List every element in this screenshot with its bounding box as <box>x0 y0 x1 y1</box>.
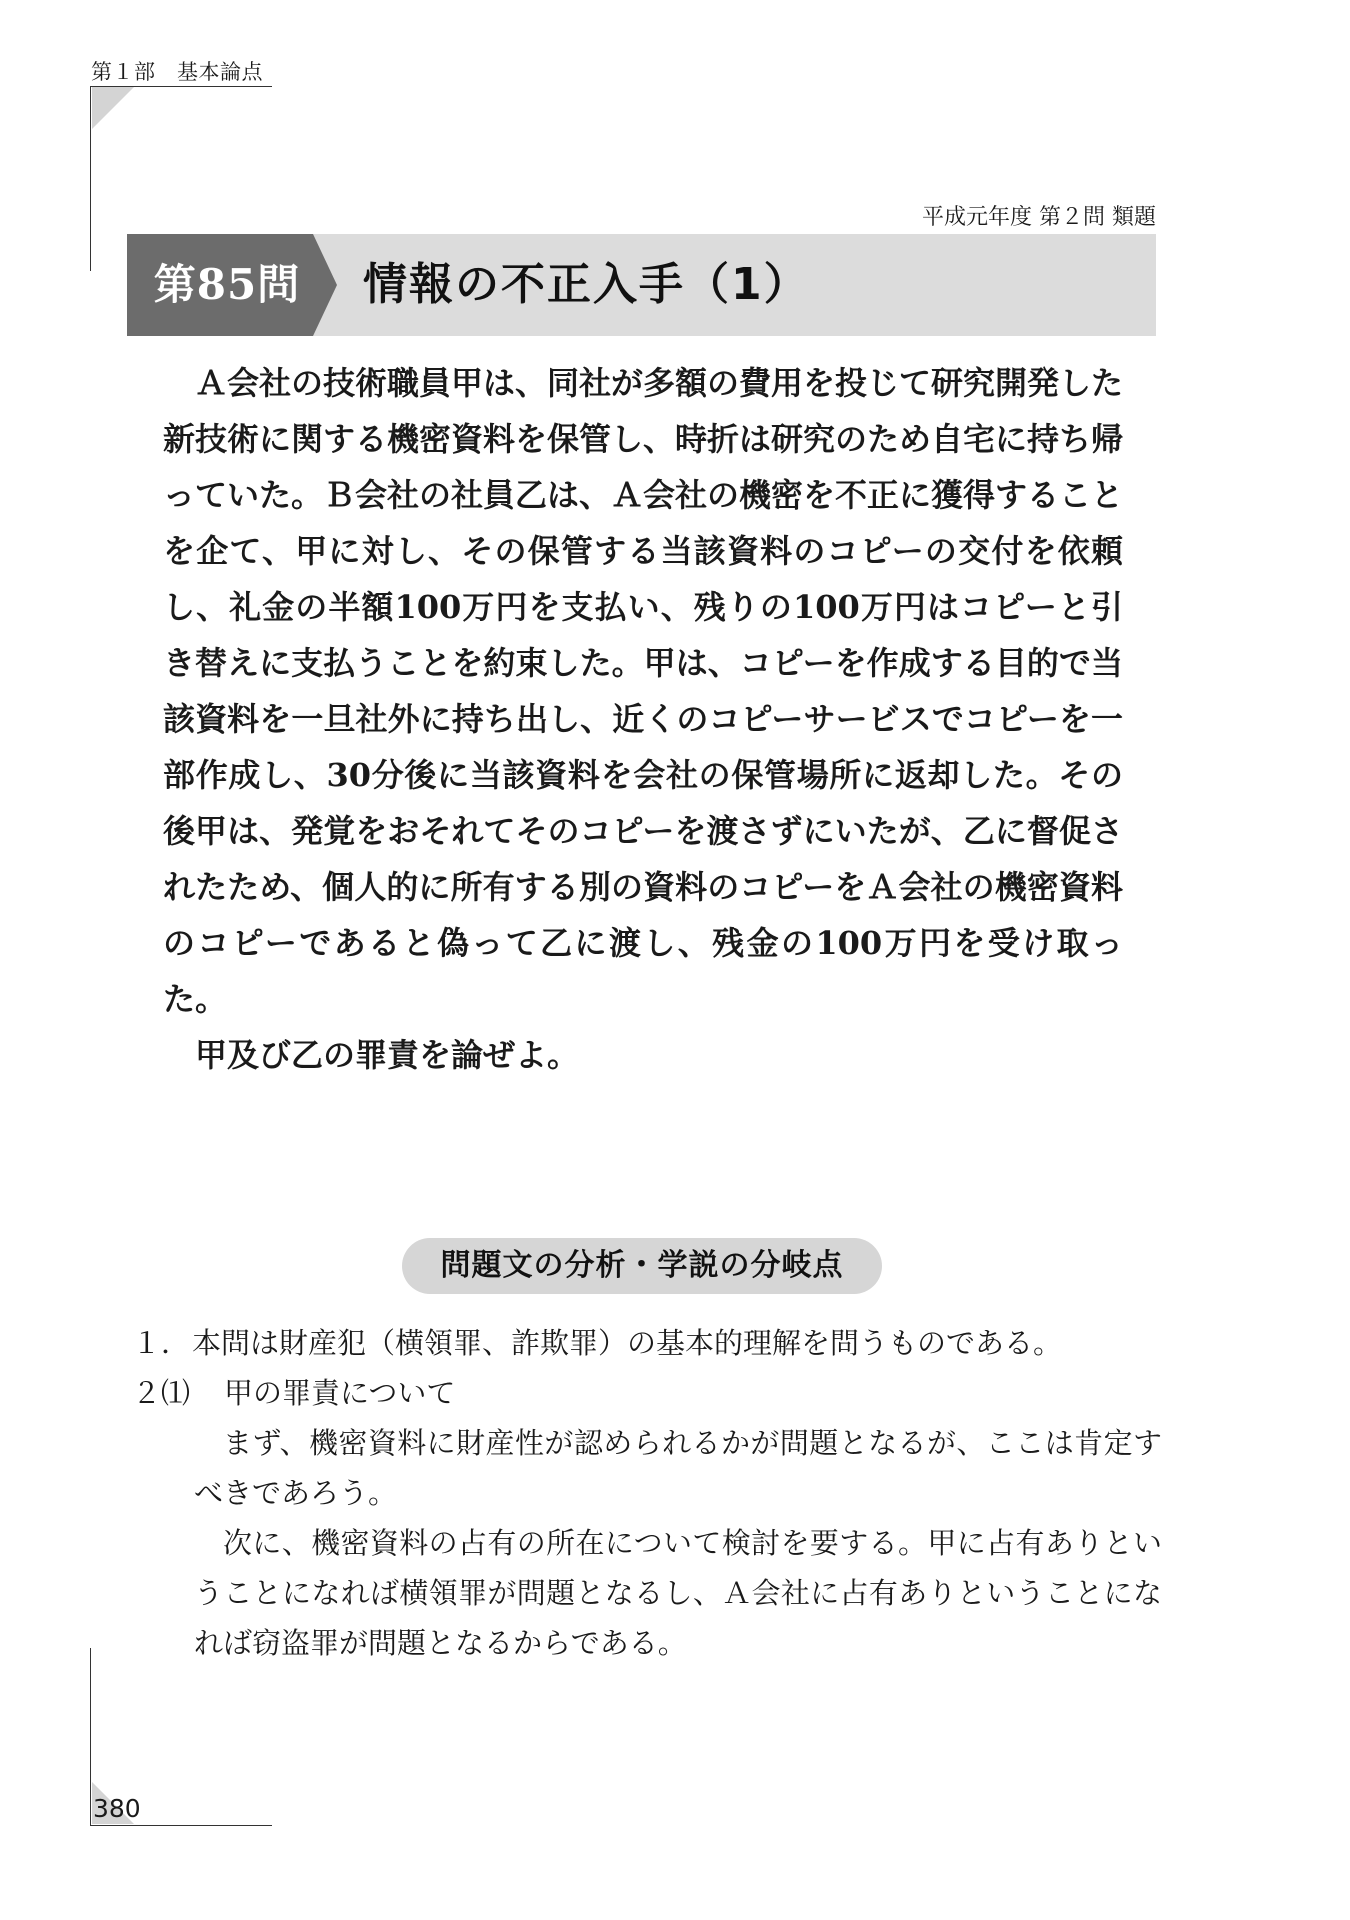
analysis-item-2 <box>132 1368 1162 1418</box>
page-number: 380 <box>93 1794 141 1823</box>
problem-instruction: 甲及び乙の罪責を論ぜよ。 <box>195 1036 580 1074</box>
item-heading: 甲の罪責について <box>224 1376 456 1410</box>
item-text: 本問は財産犯（横領罪、詐欺罪）の基本的理解を問うものである。 <box>192 1326 1063 1360</box>
analysis-item-1 <box>132 1318 1162 1368</box>
question-title-band <box>127 234 1156 336</box>
analysis-heading: 問題文の分析・学説の分岐点 <box>402 1238 882 1294</box>
question-title: 情報の不正入手（1） <box>363 259 810 310</box>
analysis-paragraph: まず、機密資料に財産性が認められるかが問題となるが、ここは肯定すべきであろう。 <box>194 1426 1162 1510</box>
problem-text <box>163 355 1123 1083</box>
question-number: 第85問 <box>153 260 301 309</box>
bottom-margin-line <box>90 1648 91 1825</box>
item-number: １． <box>132 1326 191 1360</box>
problem-paragraph: Ａ会社の技術職員甲は、同社が多額の費用を投じて研究開発した新技術に関する機密資料を保管し、時折は研究のため自宅に持ち帰っていた。Ｂ会社の社員乙は、Ａ会社の機密を不正に獲得することを企て、甲に対し、その保管する当該資料のコピーの交付を依頼し、礼金の半額100万円を支払い、残りの100万円はコピーと引き替えに支払うことを約束した。甲は、コピーを作成する目的で当該資料を一旦社外に持ち出し、近くのコピーサービスでコピーを一部作成し、30分後に当該資料を会社の保管場所に返却した。その後甲は、発覚をおそれてそのコピーを渡さずにいたが、乙に督促されたため、個人的に所有する別の資料のコピーをＡ会社の機密資料のコピーであると偽って乙に渡し、残金の100万円を受け取った。 <box>163 364 1124 1018</box>
footer-rule <box>90 1825 272 1826</box>
question-source: 平成元年度 第２問 類題 <box>922 205 1156 230</box>
item-number: ２⑴ <box>132 1376 191 1410</box>
analysis-body <box>132 1318 1162 1668</box>
top-margin-line <box>90 86 91 271</box>
running-head: 第１部 基本論点 <box>91 60 263 84</box>
header-corner-decoration <box>92 87 134 129</box>
analysis-paragraph: 次に、機密資料の占有の所在について検討を要する。甲に占有ありということになれば横領罪が問題となるし、Ａ会社に占有ありということになれば窃盗罪が問題となるからである。 <box>194 1526 1162 1660</box>
